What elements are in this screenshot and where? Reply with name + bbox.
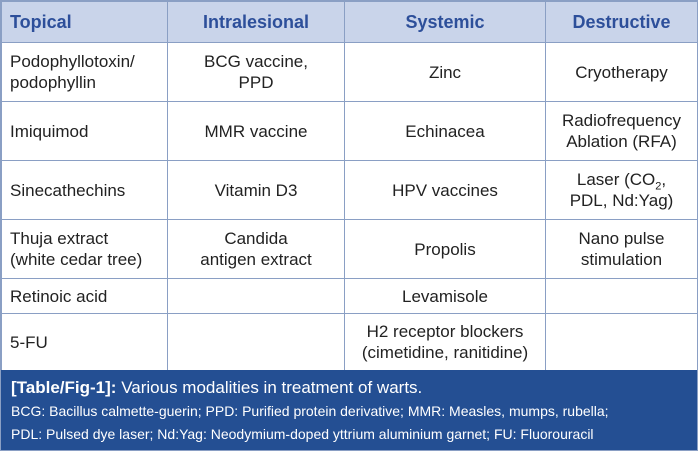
table-row bbox=[2, 314, 698, 371]
header-systemic: Systemic bbox=[345, 2, 546, 43]
cell-destructive bbox=[546, 279, 698, 314]
header-row bbox=[2, 2, 698, 43]
cell-destructive: Laser ($CO_2$, PDL, Nd:Yag) bbox=[546, 161, 698, 220]
cell-topical: Sinecathechins bbox=[2, 161, 168, 220]
cell-destructive: Radiofrequency Ablation (RFA) bbox=[546, 102, 698, 161]
cell-systemic: H2 receptor blockers (cimetidine, ranitidine) bbox=[345, 314, 546, 371]
table-row bbox=[2, 161, 698, 220]
cell-topical: Thuja extract (white cedar tree) bbox=[2, 220, 168, 279]
cell-intralesional: BCG vaccine, PPD bbox=[168, 43, 345, 102]
cell-topical: Retinoic acid bbox=[2, 279, 168, 314]
table-row bbox=[2, 102, 698, 161]
cell-systemic: Levamisole bbox=[345, 279, 546, 314]
table-row bbox=[2, 43, 698, 102]
table-row bbox=[2, 220, 698, 279]
cell-intralesional bbox=[168, 314, 345, 371]
cell-destructive: Nano pulse stimulation bbox=[546, 220, 698, 279]
header-intralesional: Intralesional bbox=[168, 2, 345, 43]
header-destructive: Destructive bbox=[546, 2, 698, 43]
cell-systemic: Echinacea bbox=[345, 102, 546, 161]
cell-destructive bbox=[546, 314, 698, 371]
caption-abbreviations-2: PDL: Pulsed dye laser; Nd:Yag: Neodymium-doped yttrium aluminium garnet; FU: Fluorouracil bbox=[11, 426, 594, 442]
caption-abbreviations-1: BCG: Bacillus calmette-guerin; PPD: Purified protein derivative; MMR: Measles, mumps, rubella; bbox=[11, 403, 609, 419]
caption-title-line bbox=[11, 376, 687, 400]
cell-intralesional bbox=[168, 279, 345, 314]
cell-destructive: Cryotherapy bbox=[546, 43, 698, 102]
cell-intralesional: MMR vaccine bbox=[168, 102, 345, 161]
cell-topical: Imiquimod bbox=[2, 102, 168, 161]
cell-intralesional: Candida antigen extract bbox=[168, 220, 345, 279]
figure-caption bbox=[1, 370, 697, 450]
cell-intralesional: Vitamin D3 bbox=[168, 161, 345, 220]
cell-systemic: Zinc bbox=[345, 43, 546, 102]
caption-tag: [Table/Fig-1]: bbox=[11, 378, 117, 397]
cell-topical: 5-FU bbox=[2, 314, 168, 371]
header-topical: Topical bbox=[2, 2, 168, 43]
table-row bbox=[2, 279, 698, 314]
cell-systemic: HPV vaccines bbox=[345, 161, 546, 220]
cell-systemic: Propolis bbox=[345, 220, 546, 279]
caption-title: Various modalities in treatment of warts. bbox=[121, 378, 423, 397]
treatment-table bbox=[1, 1, 698, 371]
cell-topical: Podophyllotoxin/ podophyllin bbox=[2, 43, 168, 102]
